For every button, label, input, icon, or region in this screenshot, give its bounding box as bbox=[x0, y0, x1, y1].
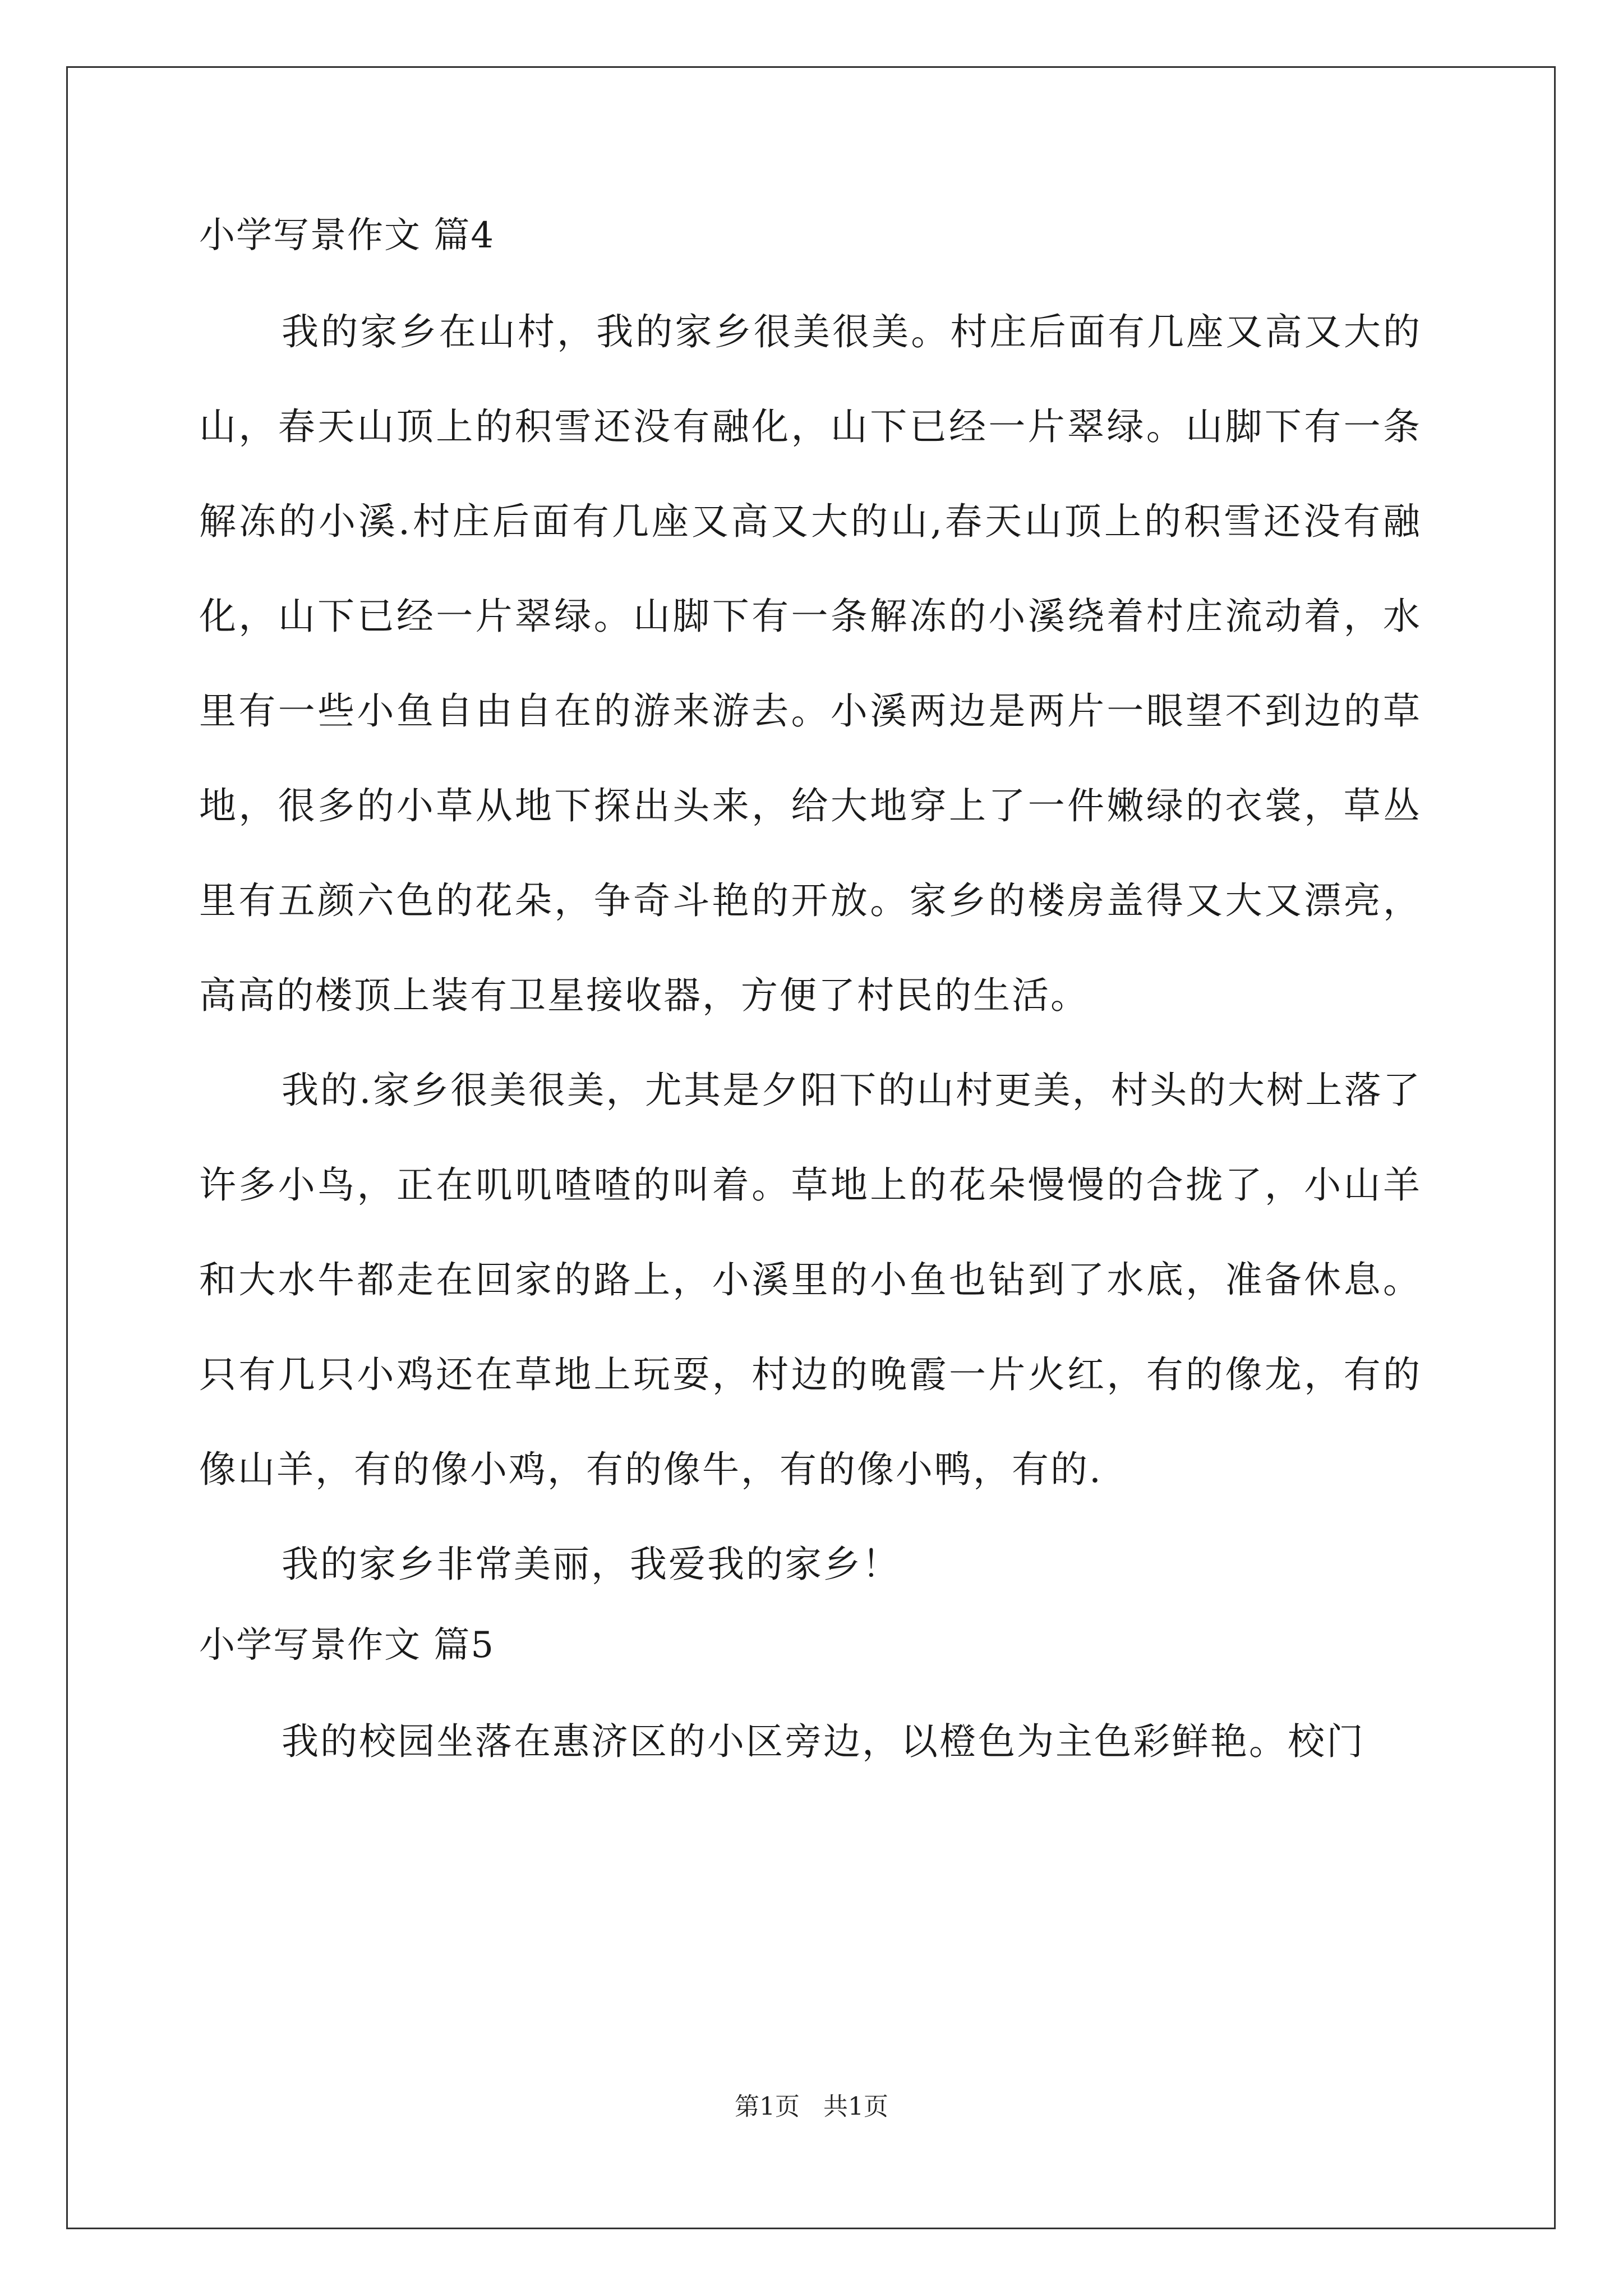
page-number: 第1页 bbox=[735, 2092, 800, 2121]
document-body bbox=[199, 213, 1422, 1789]
page-footer bbox=[0, 2091, 1623, 2123]
paragraph: 我的.家乡很美很美，尤其是夕阳下的山村更美，村头的大树上落了许多小鸟，正在叽叽喳喳的叫着。草地上的花朵慢慢的合拢了，小山羊和大水牛都走在回家的路上，小溪里的小鱼也钻到了水底，准备休息。只有几只小鸡还在草地上玩耍，村边的晚霞一片火红，有的像龙，有的像山羊，有的像小鸡，有的像牛，有的像小鸭，有的. bbox=[199, 1069, 1422, 1491]
paragraph: 我的校园坐落在惠济区的小区旁边，以橙色为主色彩鲜艳。校门 bbox=[282, 1720, 1365, 1763]
section-heading: 小学写景作文 篇4 bbox=[199, 215, 495, 256]
paragraph: 我的家乡在山村，我的家乡很美很美。村庄后面有几座又高又大的山，春天山顶上的积雪还没有融化，山下已经一片翠绿。山脚下有一条解冻的小溪.村庄后面有几座又高又大的山,春天山顶上的积雪还没有融化，山下已经一片翠绿。山脚下有一条解冻的小溪绕着村庄流动着，水里有一些小鱼自由自在的游来游去。小溪两边是两片一眼望不到边的草地，很多的小草从地下探出头来，给大地穿上了一件嫩绿的衣裳，草丛里有五颜六色的花朵，争奇斗艳的开放。家乡的楼房盖得又大又漂亮，高高的楼顶上装有卫星接收器，方便了村民的生活。 bbox=[199, 310, 1422, 1017]
section-heading: 小学写景作文 篇5 bbox=[199, 1625, 495, 1666]
page-total: 共1页 bbox=[823, 2092, 888, 2121]
paragraph: 我的家乡非常美丽，我爱我的家乡！ bbox=[282, 1543, 901, 1586]
